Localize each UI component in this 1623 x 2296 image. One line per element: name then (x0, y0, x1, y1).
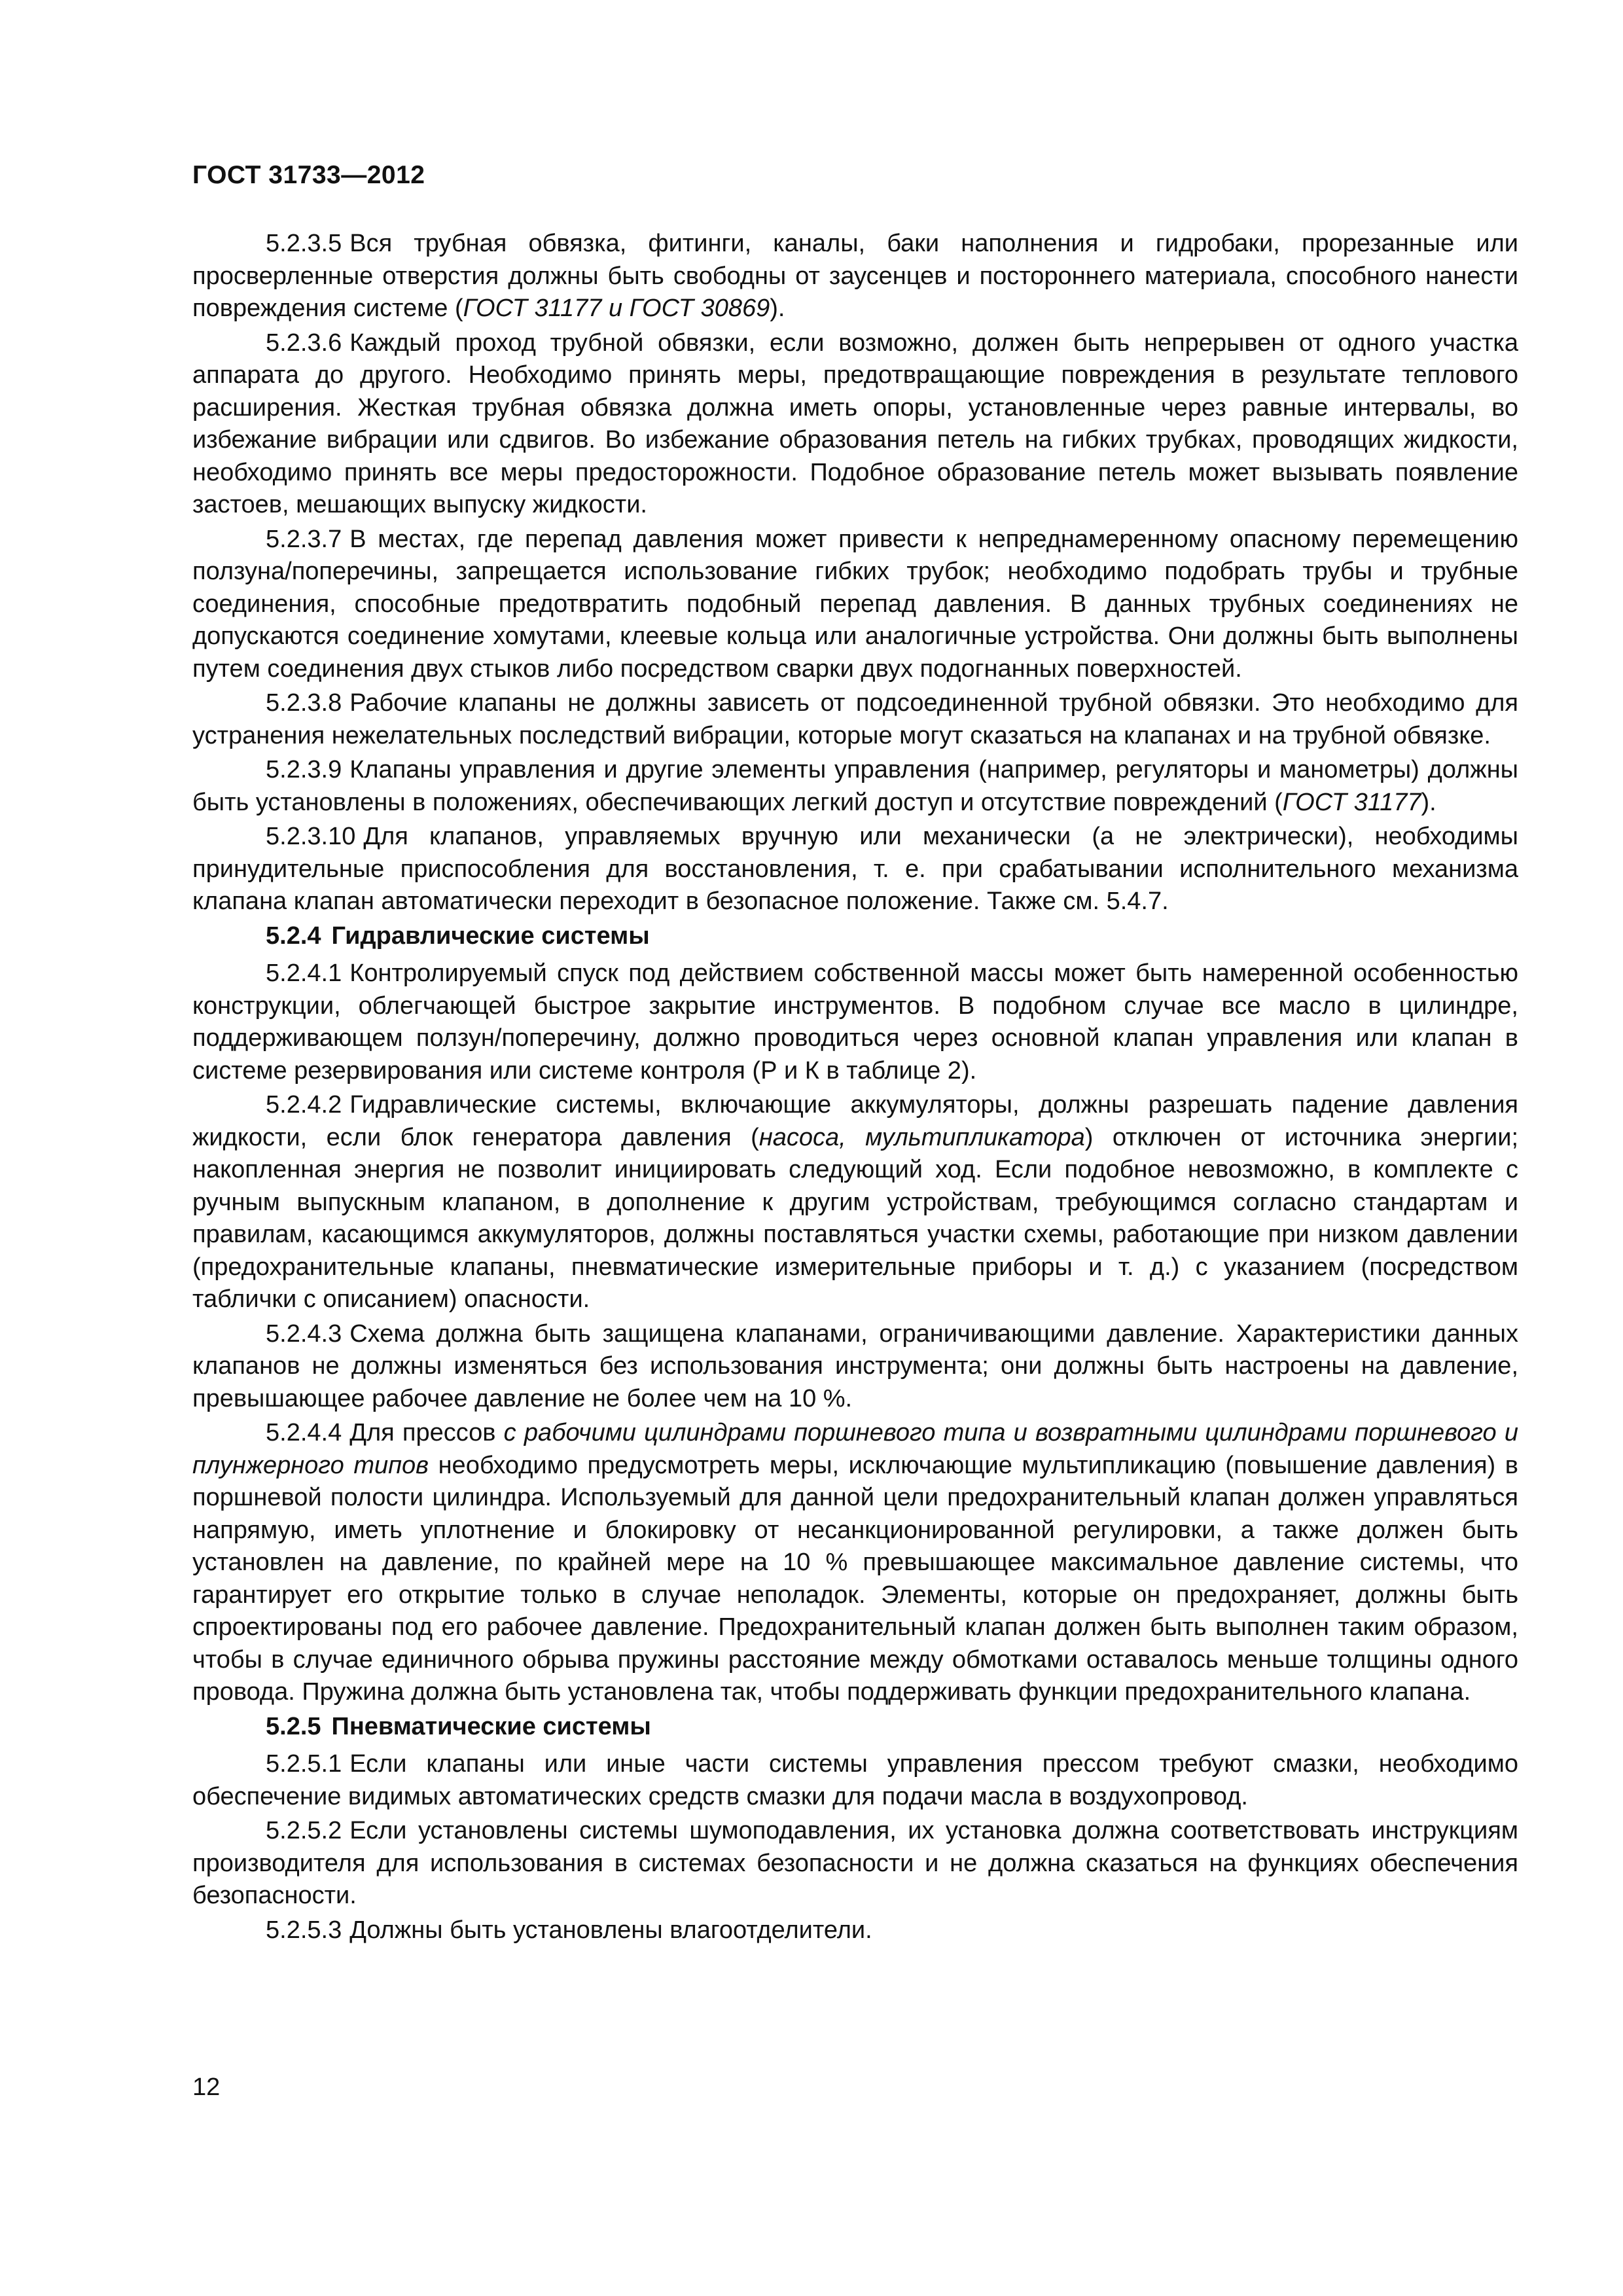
clause-number: 5.2.5.2 (266, 1817, 342, 1844)
clause-text: Для клапанов, управляемых вручную или механически (а не электрически), необходимы принудительные приспособления для восстановления, т. е. при срабатывании исполнительного механизма клапана клапан автоматически переходит в безопасное положение. Также см. 5.4.7. (192, 823, 1518, 915)
clause-paragraph (192, 958, 1518, 1087)
clause-paragraph (192, 687, 1518, 752)
clause-paragraph (192, 1815, 1518, 1912)
clause-paragraph (192, 1748, 1518, 1813)
clause-number: 5.2.3.8 (266, 689, 342, 717)
clause-text: Схема должна быть защищена клапанами, ограничивающими давление. Характеристики данных клапанов не должны изменяться без использования инструмента; они должны быть настроены на давление, превышающее рабочее давление не более чем на 10 %. (192, 1319, 1518, 1412)
clause-paragraph (192, 754, 1518, 819)
clause-paragraph (192, 1318, 1518, 1416)
clause-paragraph (192, 1089, 1518, 1316)
clause-paragraph (192, 1914, 1518, 1947)
clause-text: ). (1421, 788, 1436, 816)
section-title: Пневматические системы (331, 1712, 651, 1740)
clause-number: 5.2.4.3 (266, 1319, 342, 1348)
clause-paragraph (192, 821, 1518, 918)
clause-text: Для прессов (349, 1419, 504, 1446)
clause-number: 5.2.4.1 (266, 960, 342, 987)
clause-paragraph (192, 228, 1518, 325)
clause-number: 5.2.5.1 (266, 1750, 342, 1778)
italic-reference: с рабочими цилиндрами поршневого типа и возвратными цилиндрами поршневого и плунжерного типов (192, 1419, 1518, 1479)
clause-text: Должны быть установлены влагоотделители. (349, 1916, 872, 1944)
clause-text: Если установлены системы шумоподавления, их установка должна соответствовать инструкциям производителя для использования в системах безопасности и не должна сказаться на функциях обеспечения безопасности. (192, 1817, 1518, 1909)
section-heading (192, 1711, 1518, 1744)
section-heading (192, 920, 1518, 953)
italic-reference: насоса, мультипликатора (758, 1123, 1085, 1151)
clause-text: необходимо предусмотреть меры, исключающие мультипликацию (повышение давления) в поршневой полости цилиндра. Используемый для данной цели предохранительный клапан должен управляться напрямую, иметь уплотнение и блокировку от несанкционированной регулировки, а также должен быть установлен на давление, по крайней мере на 10 % превышающее максимальное давление системы, что гарантирует его открытие только в случае неполадок. Элементы, которые он предохраняет, должны быть спроектированы под его рабочее давление. Предохранительный клапан должен быть выполнен таким образом, чтобы в случае единичного обрыва пружины расстояние между обмотками оставалось меньше толщины одного провода. Пружина должна быть установлена так, чтобы поддерживать функции предохранительного клапана. (192, 1451, 1518, 1706)
clause-paragraph (192, 524, 1518, 686)
italic-reference: ГОСТ 31177 и ГОСТ 30869 (463, 295, 770, 322)
section-number: 5.2.4 (266, 922, 321, 950)
clause-paragraph (192, 327, 1518, 522)
section-title: Гидравлические системы (331, 922, 650, 950)
clause-text: Если клапаны или иные части системы управления прессом требуют смазки, необходимо обеспечение видимых автоматических средств смазки для подачи масла в воздухопровод. (192, 1750, 1518, 1810)
clause-text: Каждый проход трубной обвязки, если возможно, должен быть непрерывен от одного участка аппарата до другого. Необходимо принять меры, предотвращающие повреждения в результате теплового расширения. Жесткая трубная обвязка должна иметь опоры, установленные через равные интервалы, во избежание вибрации или сдвигов. Во избежание образования петель на гибких трубках, проводящих жидкости, необходимо принять все меры предосторожности. Подобное образование петель может вызывать появление застоев, мешающих выпуску жидкости. (192, 329, 1518, 518)
clause-text: ) отключен от источника энергии; накопленная энергия не позволит инициировать следующий ход. Если подобное невозможно, в комплекте с ручным выпускным клапаном, в дополнение к другим устройствам, требующимся согласно стандартам и правилам, касающимся аккумуляторов, должны поставляться участки схемы, работающие при низком давлении (предохранительные клапаны, пневматические измерительные приборы и т. д.) с указанием (посредством таблички с описанием) опасности. (192, 1123, 1518, 1313)
clause-text: Вся трубная обвязка, фитинги, каналы, баки наполнения и гидробаки, прорезанные или просверленные отверстия должны быть свободны от заусенцев и постороннего материала, способного нанести повреждения системе ( (192, 230, 1518, 322)
clause-number: 5.2.3.10 (266, 823, 356, 850)
section-number: 5.2.5 (266, 1712, 321, 1740)
clause-number: 5.2.3.7 (266, 525, 342, 553)
document-body (192, 228, 1518, 1948)
clause-number: 5.2.3.6 (266, 329, 342, 357)
clause-text: Клапаны управления и другие элементы управления (например, регуляторы и манометры) должны быть установлены в положениях, обеспечивающих легкий доступ и отсутствие повреждений ( (192, 756, 1518, 816)
clause-text: Гидравлические системы, включающие аккумуляторы, должны разрешать падение давления жидкости, если блок генератора давления ( (192, 1091, 1518, 1151)
italic-reference: ГОСТ 31177 (1282, 788, 1421, 816)
page-number: 12 (192, 2073, 221, 2101)
clause-number: 5.2.3.5 (266, 230, 342, 257)
clause-number: 5.2.4.4 (266, 1419, 342, 1446)
document-header: ГОСТ 31733—2012 (192, 161, 425, 189)
clause-number: 5.2.4.2 (266, 1091, 342, 1119)
clause-text: ). (770, 295, 785, 322)
clause-number: 5.2.5.3 (266, 1916, 342, 1944)
clause-text: В местах, где перепад давления может привести к непреднамеренному опасному перемещению ползуна/поперечины, запрещается использование гибких трубок; необходимо подобрать трубы и трубные соединения, способные предотвратить подобный перепад давления. В данных трубных соединениях не допускаются соединение хомутами, клеевые кольца или аналогичные устройства. Они должны быть выполнены путем соединения двух стыков либо посредством сварки двух подогнанных поверхностей. (192, 525, 1518, 683)
clause-number: 5.2.3.9 (266, 756, 342, 783)
clause-text: Рабочие клапаны не должны зависеть от подсоединенной трубной обвязки. Это необходимо для устранения нежелательных последствий вибрации, которые могут сказаться на клапанах и на трубной обвязке. (192, 689, 1518, 749)
clause-text: Контролируемый спуск под действием собственной массы может быть намеренной особенностью конструкции, облегчающей быстрое закрытие инструментов. В подобном случае все масло в цилиндре, поддерживающем ползун/поперечину, должно проводиться через основной клапан управления или клапан в системе резервирования или системе контроля (Р и К в таблице 2). (192, 960, 1518, 1085)
clause-paragraph (192, 1417, 1518, 1709)
